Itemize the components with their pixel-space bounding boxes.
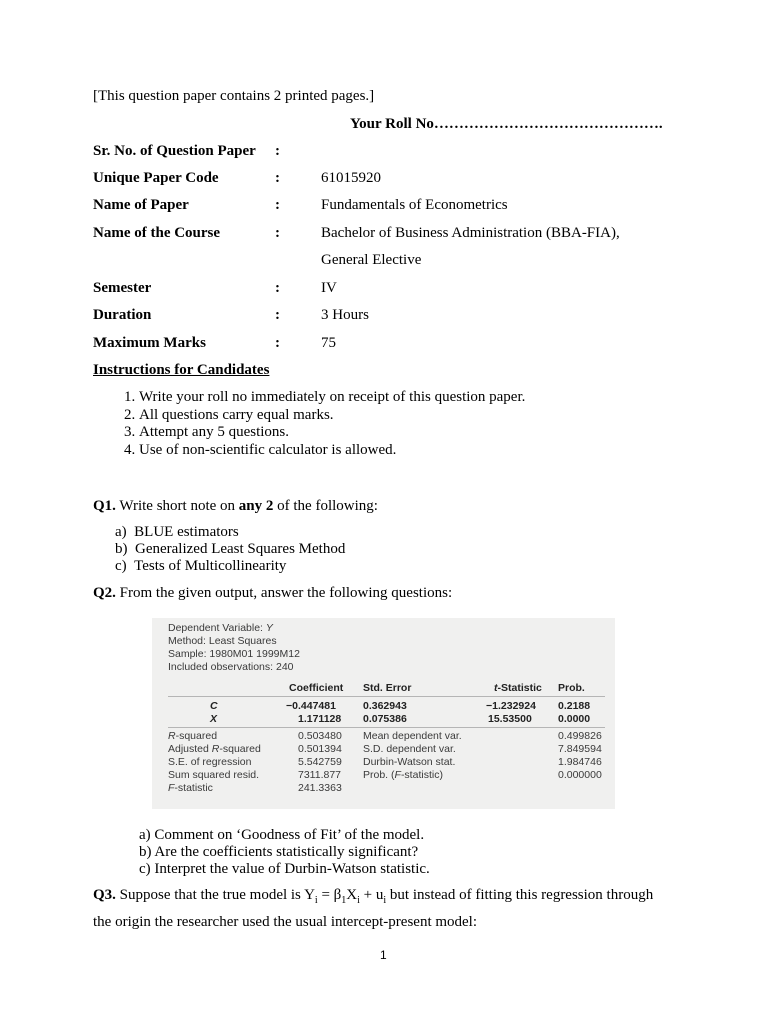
info-value: 61015920 <box>321 170 381 186</box>
question-text: Write short note on <box>115 498 239 514</box>
info-row-semester <box>93 280 713 300</box>
subquestion: c) Interpret the value of Durbin-Watson statistic. <box>139 861 430 877</box>
info-row-serial <box>93 143 713 163</box>
info-row-paper-name <box>93 197 713 217</box>
question-text: of the following: <box>273 498 378 514</box>
method: Method: Least Squares <box>168 635 277 647</box>
header-prob: Prob. <box>558 682 585 694</box>
info-row-paper-code <box>93 170 713 190</box>
info-label: Semester <box>93 280 152 296</box>
option-item: a) BLUE estimators <box>115 524 239 540</box>
info-row-course <box>93 225 713 245</box>
regression-output <box>152 618 615 809</box>
question-emphasis: any 2 <box>238 498 274 514</box>
info-label: Sr. No. of Question Paper <box>93 143 256 159</box>
stat-value: 7311.877 <box>298 769 342 781</box>
stat-value: 0.503480 <box>298 730 342 742</box>
table-rule <box>168 696 605 697</box>
stat-label: Mean dependent var. <box>363 730 462 742</box>
question-2-subquestions <box>139 827 430 878</box>
stat-label: F-statistic <box>168 782 213 794</box>
table-rule <box>168 727 605 728</box>
info-colon: : <box>275 170 280 186</box>
info-value: General Elective <box>321 252 422 268</box>
instruction-item: 3. Attempt any 5 questions. <box>139 424 525 442</box>
stat-value: 0.501394 <box>298 743 342 755</box>
stat-value: 7.849594 <box>558 743 602 755</box>
stat-label: S.D. dependent var. <box>363 743 456 755</box>
row-std-error: 0.362943 <box>363 700 407 712</box>
info-value: 3 Hours <box>321 307 369 323</box>
info-row-course-continued <box>93 252 713 272</box>
instruction-item: 4. Use of non-scientific calculator is allowed. <box>139 442 525 460</box>
roll-number-line: Your Roll No………………………………………. <box>350 116 663 132</box>
page-number: 1 <box>380 948 387 962</box>
option-item: b) Generalized Least Squares Method <box>115 541 346 557</box>
info-label: Maximum Marks <box>93 335 206 351</box>
question-number: Q3. <box>93 887 116 903</box>
stat-label: Adjusted R-squared <box>168 743 261 755</box>
stat-value: 1.984746 <box>558 756 602 768</box>
info-colon: : <box>275 225 280 241</box>
option-item: c) Tests of Multicollinearity <box>115 558 287 574</box>
subquestion: b) Are the coefficients statistically significant? <box>139 844 419 860</box>
instructions-heading: Instructions for Candidates <box>93 362 270 378</box>
question-number: Q1. <box>93 498 116 514</box>
row-variable: C <box>210 700 218 712</box>
stat-value: 5.542759 <box>298 756 342 768</box>
row-t-statistic: 15.53500 <box>488 713 532 725</box>
stat-label: S.E. of regression <box>168 756 252 768</box>
stat-value: 0.499826 <box>558 730 602 742</box>
info-value: Bachelor of Business Administration (BBA-FIA), <box>321 225 620 241</box>
stat-label: Durbin-Watson stat. <box>363 756 456 768</box>
question-1-options <box>115 524 345 575</box>
question-3: Q3. Suppose that the true model is $Y_i = \beta_1X_i + u_i$ but instead of fitting this regression through <box>93 887 654 906</box>
row-coefficient: −0.447481 <box>286 700 336 712</box>
info-colon: : <box>275 280 280 296</box>
pages-note: [This question paper contains 2 printed pages.] <box>93 88 375 104</box>
header-std-error: Std. Error <box>363 682 412 694</box>
info-value: Fundamentals of Econometrics <box>321 197 508 213</box>
stat-label: R-squared <box>168 730 218 742</box>
row-prob: 0.2188 <box>558 700 591 712</box>
info-row-duration <box>93 307 713 327</box>
instruction-item: 2. All questions carry equal marks. <box>139 407 525 425</box>
subquestion: a) Comment on ‘Goodness of Fit’ of the model. <box>139 827 425 843</box>
header-coefficient: Coefficient <box>289 682 344 694</box>
info-row-max-marks <box>93 335 713 355</box>
question-1 <box>93 498 378 515</box>
question-text: From the given output, answer the following questions: <box>115 585 453 601</box>
stat-value: 241.3363 <box>298 782 342 794</box>
question-2 <box>93 585 452 602</box>
stat-label: Prob. (F-statistic) <box>363 769 443 781</box>
question-3-continued: the origin the researcher used the usual intercept-present model: <box>93 914 478 930</box>
info-value: IV <box>321 280 337 296</box>
question-number: Q2. <box>93 585 116 601</box>
info-label: Unique Paper Code <box>93 170 219 186</box>
instruction-item: 1. Write your roll no immediately on receipt of this question paper. <box>139 389 525 407</box>
row-t-statistic: −1.232924 <box>486 700 536 712</box>
info-value: 75 <box>321 335 336 351</box>
info-colon: : <box>275 307 280 323</box>
sample: Sample: 1980M01 1999M12 <box>168 648 300 660</box>
info-label: Name of Paper <box>93 197 189 213</box>
header-t-statistic: t-Statistic <box>494 682 542 694</box>
instructions-list <box>93 389 525 459</box>
row-coefficient: 1.171128 <box>298 713 342 725</box>
info-colon: : <box>275 197 280 213</box>
info-colon: : <box>275 143 280 159</box>
stat-value: 0.000000 <box>558 769 602 781</box>
row-std-error: 0.075386 <box>363 713 407 725</box>
info-label: Duration <box>93 307 152 323</box>
stat-label: Sum squared resid. <box>168 769 260 781</box>
info-colon: : <box>275 335 280 351</box>
info-label: Name of the Course <box>93 225 221 241</box>
dependent-variable: Dependent Variable: Y <box>168 622 273 634</box>
row-prob: 0.0000 <box>558 713 591 725</box>
row-variable: X <box>210 713 218 725</box>
observations: Included observations: 240 <box>168 661 294 673</box>
